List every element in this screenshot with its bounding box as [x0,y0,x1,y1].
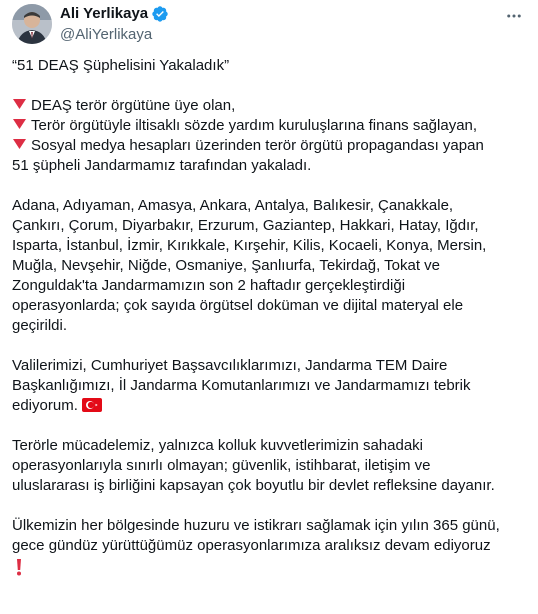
red-exclamation-icon [12,558,26,576]
user-handle[interactable]: @AliYerlikaya [60,26,153,43]
text-line: Başkanlığımızı, İl Jandarma Komutanlarımızı ve Jandarmamızı tebrik [12,377,471,394]
text-span: ediyorum. [12,397,78,414]
bullet-text: DEAŞ terör örgütüne üye olan, [31,97,236,114]
red-triangle-down-icon [12,116,27,131]
avatar[interactable] [12,4,52,44]
text-line: Isparta, İstanbul, İzmir, Kırıkkale, Kırşehir, Kilis, Kocaeli, Konya, Mersin, [12,237,487,254]
bullet-line [12,116,526,136]
tweet-header [12,0,526,52]
turkey-flag-icon [82,397,102,413]
text-line: uluslararası iş birliğini kapsayan çok boyutlu bir devlet refleksine dayanır. [12,477,495,494]
author-info [60,4,169,45]
text-line: operasyonlarıyla sınırlı olmayan; güvenlik, istihbarat, iletişim ve [12,457,431,474]
text-line: Ülkemizin her bölgesinde huzuru ve istikrarı sağlamak için yılın 365 günü, [12,517,500,534]
more-options-button[interactable] [502,6,526,26]
red-triangle-down-icon [12,136,27,151]
text-line: Valilerimizi, Cumhuriyet Başsavcılıklarımızı, Jandarma TEM Daire [12,357,448,374]
bullet-line [12,96,526,116]
avatar-image [12,4,52,44]
more-options-icon [505,7,523,25]
text-line: Çankırı, Çorum, Diyarbakır, Erzurum, Gaziantep, Hakkari, Hatay, Iğdır, [12,217,479,234]
tweet-title: “51 DEAŞ Şüphelisini Yakaladık” [12,57,230,74]
bullet-text: Sosyal medya hesapları üzerinden terör örgütü propagandası yapan [31,137,484,154]
text-line: Muğla, Nevşehir, Niğde, Osmaniye, Şanlıurfa, Tekirdağ, Tokat ve [12,257,440,274]
bullet-text: Terör örgütüyle iltisaklı sözde yardım kuruluşlarına finans sağlayan, [31,117,478,134]
text-line: geçirildi. [12,317,68,334]
tweet-text [12,56,526,576]
text-line: Adana, Adıyaman, Amasya, Ankara, Antalya, Balıkesir, Çanakkale, [12,197,454,214]
red-triangle-down-icon [12,96,27,111]
bullet-line [12,136,526,156]
display-name[interactable]: Ali Yerlikaya [60,5,149,22]
text-line: gece gündüz yürüttüğümüz operasyonlarımıza aralıksız devam ediyoruz [12,537,491,554]
text-line: Zonguldak'ta Jandarmamızın son 2 haftadır gerçekleştirdiği [12,277,406,294]
text-line: operasyonlarda; çok sayıda örgütsel doküman ve dijital materyal ele [12,297,464,314]
verified-badge-icon [151,5,169,23]
text-line: 51 şüpheli Jandarmamız tarafından yakaladı. [12,157,312,174]
text-line [12,396,526,416]
text-line: Terörle mücadelemiz, yalnızca kolluk kuvvetlerimizin sahadaki [12,437,423,454]
